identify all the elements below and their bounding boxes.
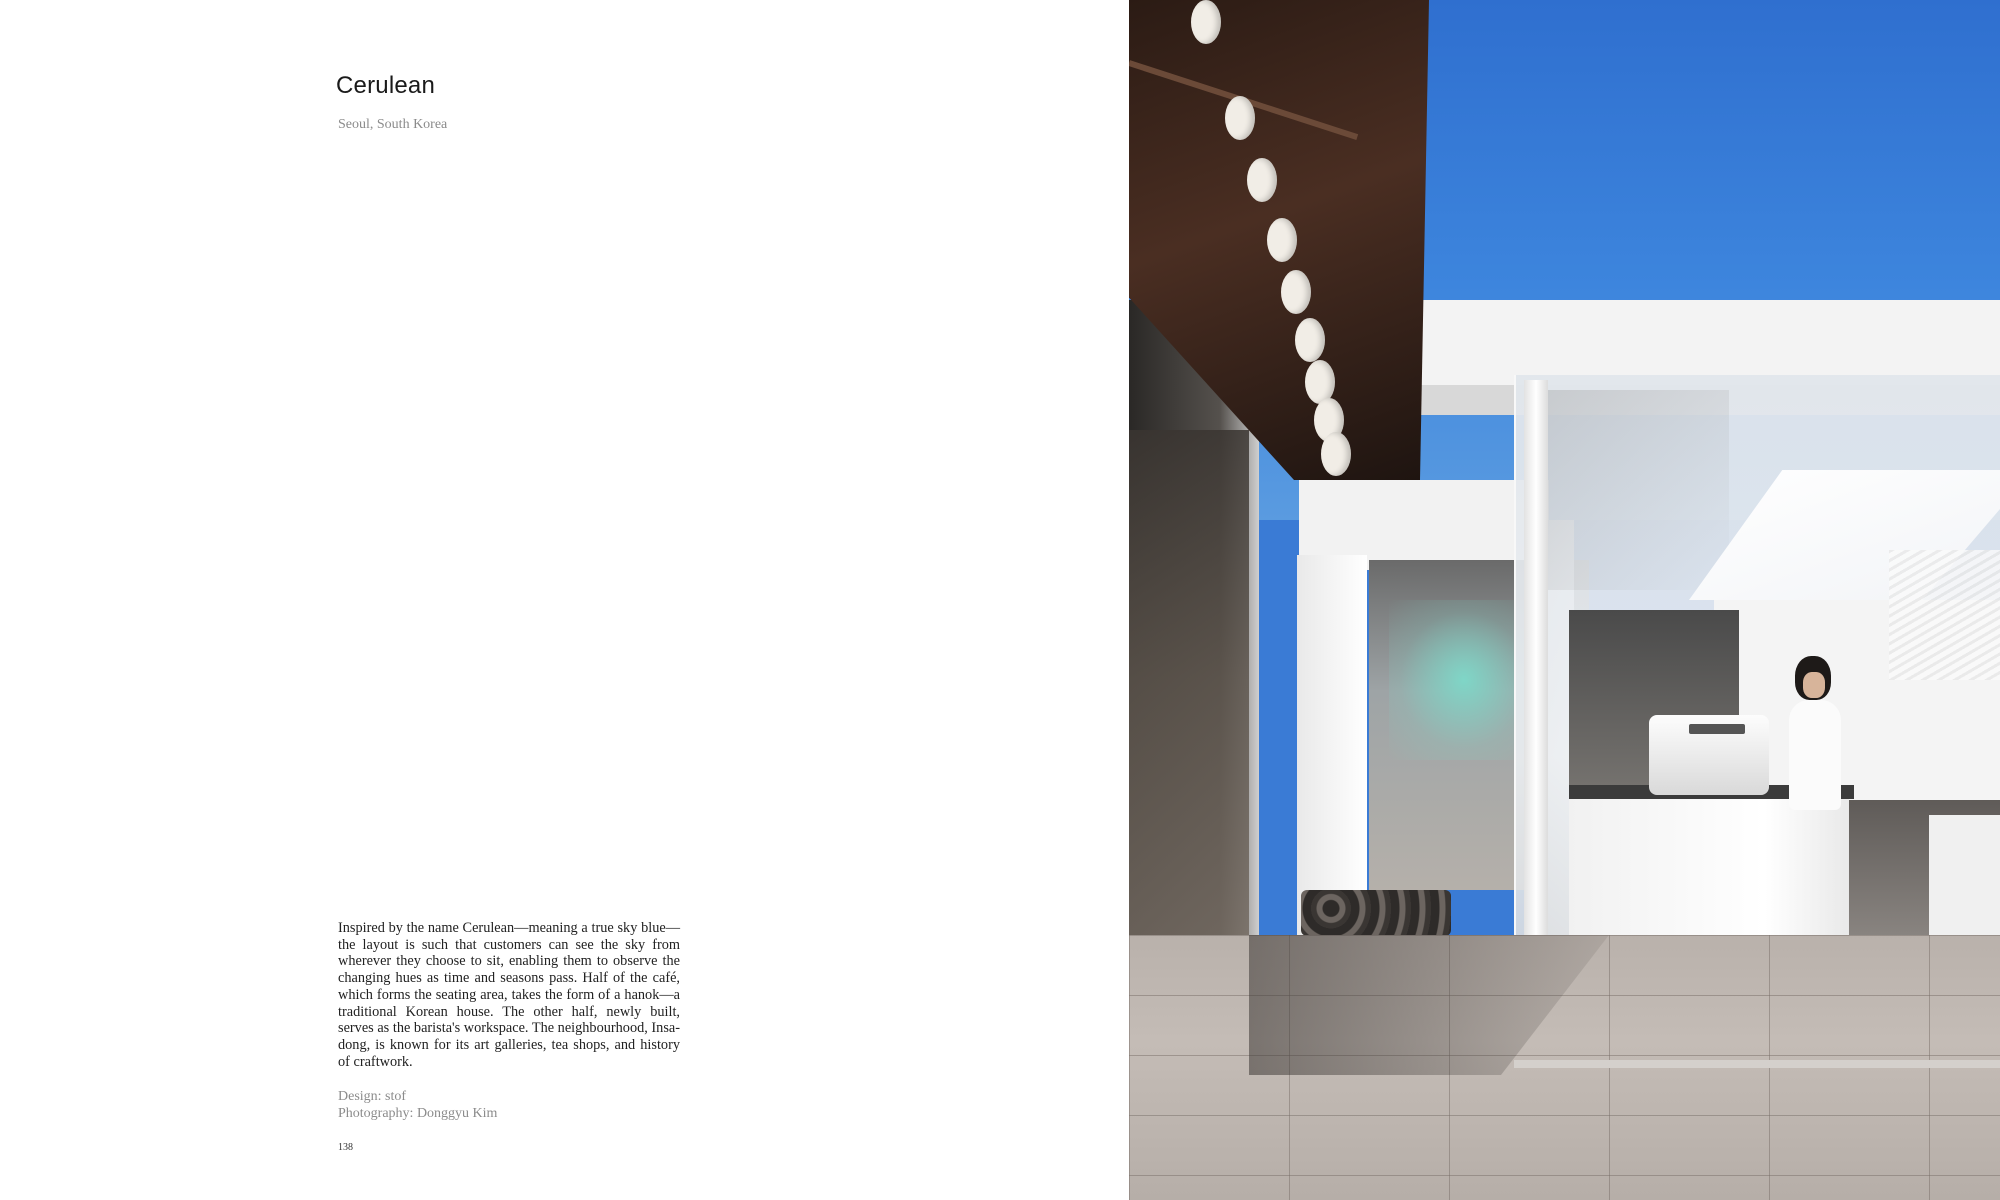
rafter-end xyxy=(1191,0,1221,44)
barista-face xyxy=(1803,672,1825,698)
article-location: Seoul, South Korea xyxy=(338,117,448,132)
rafter-end xyxy=(1247,158,1277,202)
rafter-end xyxy=(1225,96,1255,140)
rafter-end xyxy=(1267,218,1297,262)
cafe-photograph xyxy=(1129,0,2000,1200)
photography-credit: Photography: Donggyu Kim xyxy=(338,1106,498,1121)
stone-bed xyxy=(1301,890,1451,936)
glass-base xyxy=(1514,1060,2000,1068)
rafter-end xyxy=(1281,270,1311,314)
credits xyxy=(338,1088,497,1122)
machine-label xyxy=(1689,724,1745,734)
page-number: 138 xyxy=(338,1142,353,1153)
barista xyxy=(1789,700,1841,810)
wall-relief xyxy=(1889,550,2000,680)
cabinet xyxy=(1929,815,2000,935)
article-title: Cerulean xyxy=(336,72,435,99)
article-body: Inspired by the name Cerulean—meaning a true sky blue—the layout is such that customers can see the sky from wherever they choose to sit, enabling them to observe the changing hues as time and seasons pass. Half of the café, which forms the seating area, takes the form of a hanok—a traditional Korean house. The other half, newly built, serves as the barista's workspace. The neighbourhood, Insa-dong, is known for its art galleries, tea shops, and history of craftwork. xyxy=(338,920,680,1070)
rafter-end xyxy=(1295,318,1325,362)
glass-reflection xyxy=(1529,390,1729,590)
rafter-end xyxy=(1321,432,1351,476)
design-credit: Design: stof xyxy=(338,1089,407,1104)
